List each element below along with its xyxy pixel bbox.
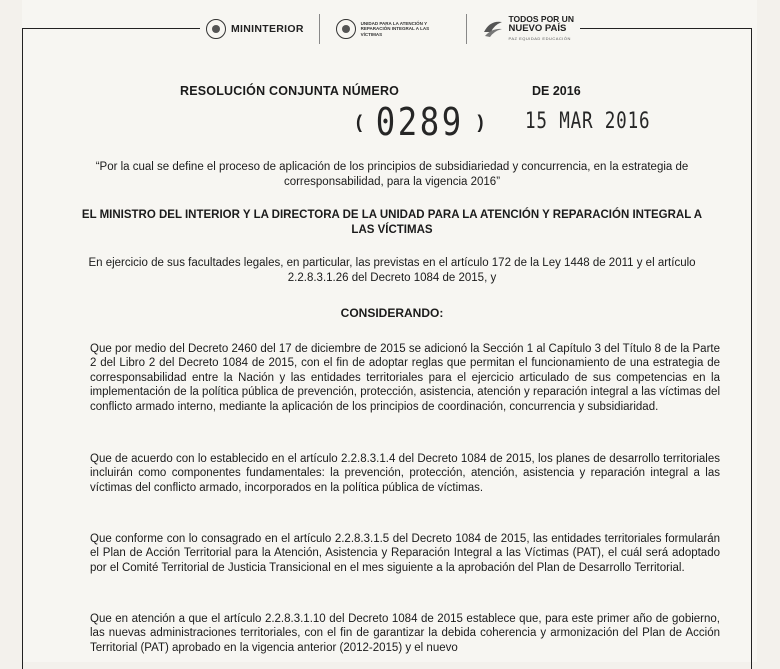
colombia-wings-icon — [482, 18, 504, 40]
resolution-number-stamp — [356, 100, 484, 144]
close-parenthesis: ) — [477, 111, 484, 132]
considerando-paragraph: Que por medio del Decreto 2460 del 17 de diciembre de 2015 se adicionó la Sección 1 al Capítulo 3 del Título 8 de la Parte 2 del Libro 2 del Decreto 1084 de 2015, con el fin de adoptar reglas que permitan el funcionamiento de una estrategia de corresponsabilidad entre la Nación y las entidades territoriales para el ejercicio articulado de sus competencias en la implementación de la política pública de prevención, protección, asistencia, atención y reparación integral a las víctimas del conflicto armado interno, mediante la aplicación de los principios de coordinación, concurrencia y subsidiaridad. — [90, 343, 720, 413]
resolution-year: DE 2016 — [532, 84, 581, 98]
considerando-paragraph: Que conforme con lo consagrado en el artículo 2.2.8.3.1.5 del Decreto 1084 de 2015, las entidades territoriales formularán el Plan de Acción Territorial para la Atención, Asistencia y Reparación Integral a las Víctimas (PAT), el cuál será adoptado por el Comité Territorial de Justicia Transicional en el mes siguiente a la aprobación del Plan de Desarrollo Territorial. — [90, 533, 720, 574]
logo-divider — [319, 14, 320, 44]
slogan-line-1: TODOS POR UN — [508, 14, 574, 24]
resolution-number: 0289 — [375, 100, 464, 144]
resolution-subject: “Por la cual se define el proceso de aplicación de los principios de subsidiariedad y concurrencia, en la estrategia de corresponsabilidad, para la vigencia 2016” — [95, 161, 689, 188]
issuing-authority: EL MINISTRO DEL INTERIOR Y LA DIRECTORA DE LA UNIDAD PARA LA ATENCIÓN Y REPARACIÓN INTEGRAL A LAS VÍCTIMAS — [81, 209, 703, 236]
victims-unit-name: UNIDAD PARA LA ATENCIÓN Y REPARACIÓN INTEGRAL A LAS VÍCTIMAS — [360, 20, 430, 37]
todos-por-un-nuevo-pais-logo — [482, 14, 574, 44]
open-parenthesis: ( — [356, 111, 362, 132]
coat-of-arms-icon — [336, 19, 356, 39]
victims-unit-logo — [336, 19, 451, 39]
slogan-line-2: NUEVO PAÍS — [508, 23, 567, 34]
considerando-paragraph: Que de acuerdo con lo establecido en el artículo 2.2.8.3.1.4 del Decreto 1084 de 2015, los planes de desarrollo territoriales incluirán como componentes fundamentales: la prevención, protección, atención, asistencia y reparación integral a las víctimas del conflicto armado, incorporados en la política pública de víctimas. — [90, 453, 720, 494]
coat-of-arms-icon — [206, 19, 226, 39]
ministry-name: MININTERIOR — [231, 23, 304, 35]
mininterior-logo — [206, 19, 304, 39]
considerando-heading: CONSIDERANDO: — [340, 306, 444, 320]
considerando-paragraph: Que en atención a que el artículo 2.2.8.3.1.10 del Decreto 1084 de 2015 establece que, para este primer año de gobierno, las nuevas administraciones territoriales, con el fin de garantizar la debida coherencia y armonización del Plan de Acción Territorial (PAT) aprobado en la vigencia anterior (2012-2015) y el nuevo — [90, 613, 720, 654]
resolution-title: RESOLUCIÓN CONJUNTA NÚMERO — [180, 84, 400, 98]
logo-divider — [466, 14, 467, 44]
letterhead — [200, 6, 580, 52]
resolution-date-stamp: 15 MAR 2016 — [525, 109, 651, 134]
legal-basis: En ejercicio de sus facultades legales, en particular, las previstas en el artículo 172 de la Ley 1448 de 2011 y el artículo 2.2.8.3.1.26 del Decreto 1084 de 2015, y — [88, 257, 696, 284]
slogan-line-3: PAZ EQUIDAD EDUCACIÓN — [508, 36, 571, 41]
